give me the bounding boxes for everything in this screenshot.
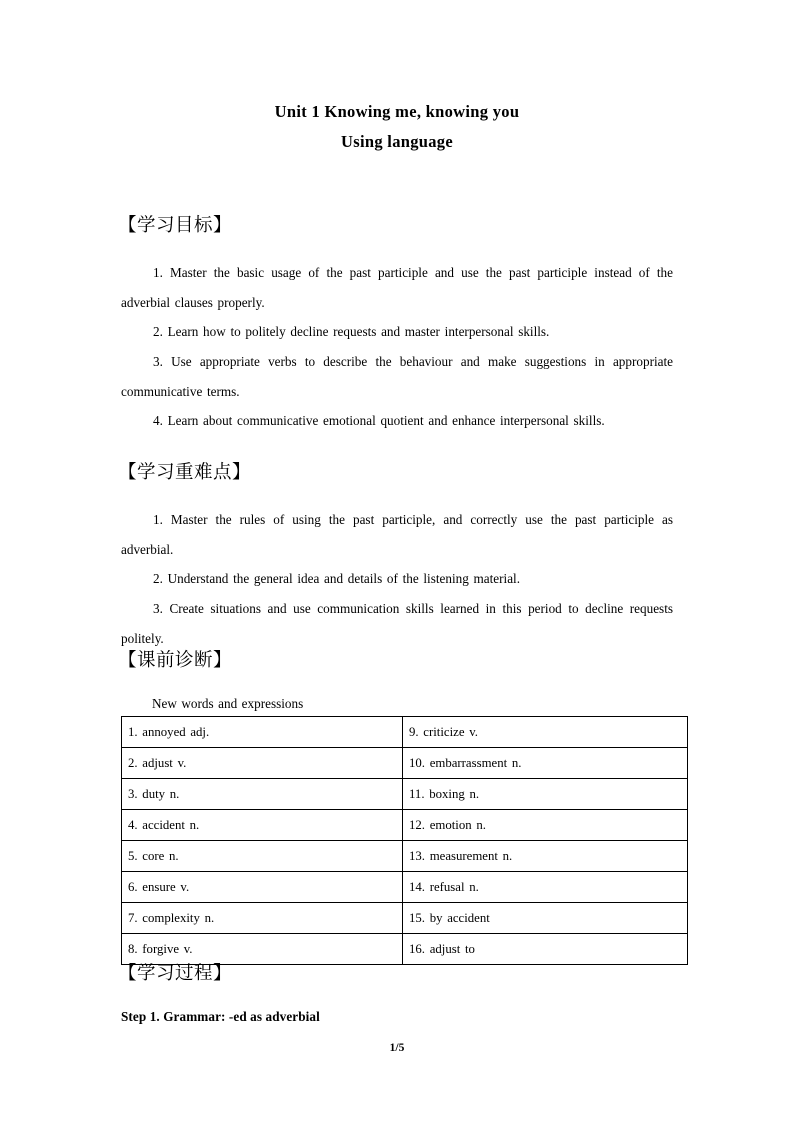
vocab-cell-right: 11. boxing n. (403, 779, 688, 810)
objectives-item-4: 4. Learn about communicative emotional quotient and enhance interpersonal skills. (153, 413, 605, 428)
vocab-cell-right: 12. emotion n. (403, 810, 688, 841)
document-title-line-1: Unit 1 Knowing me, knowing you (274, 102, 520, 121)
vocabulary-table (121, 716, 688, 965)
table-row (122, 841, 688, 872)
vocab-cell-right: 14. refusal n. (403, 872, 688, 903)
section-heading-key-difficult-points: 【学习重难点】 (118, 462, 252, 483)
table-row (122, 779, 688, 810)
vocab-cell-right: 10. embarrassment n. (403, 748, 688, 779)
vocab-cell-right: 13. measurement n. (403, 841, 688, 872)
vocab-cell-left: 5. core n. (122, 841, 403, 872)
vocabulary-table-caption: New words and expressions (152, 696, 304, 711)
vocab-cell-left: 6. ensure v. (122, 872, 403, 903)
vocab-cell-right: 9. criticize v. (403, 717, 688, 748)
vocab-cell-left: 3. duty n. (122, 779, 403, 810)
vocab-cell-right: 16. adjust to (403, 934, 688, 965)
key-points-item-3: 3. Create situations and use communication skills learned in this period to decline requests politely. (121, 601, 673, 646)
key-points-item-1: 1. Master the rules of using the past participle, and correctly use the past participle as adverbial. (121, 512, 673, 557)
vocab-cell-left: 8. forgive v. (122, 934, 403, 965)
vocab-cell-left: 1. annoyed adj. (122, 717, 403, 748)
objectives-item-1: 1. Master the basic usage of the past participle and use the past participle instead of the adverbial clauses properly. (121, 265, 673, 310)
vocab-cell-left: 4. accident n. (122, 810, 403, 841)
section-heading-pre-class-diagnosis: 【课前诊断】 (118, 650, 233, 671)
table-row (122, 748, 688, 779)
page-number-footer: 1/5 (389, 1042, 405, 1054)
section-heading-learning-objectives: 【学习目标】 (118, 215, 233, 236)
step-1-grammar-label: Step 1. Grammar: -ed as adverbial (121, 1009, 320, 1024)
document-title-line-2: Using language (341, 132, 453, 151)
table-row (122, 717, 688, 748)
vocab-cell-right: 15. by accident (403, 903, 688, 934)
vocab-cell-left: 7. complexity n. (122, 903, 403, 934)
vocab-cell-left: 2. adjust v. (122, 748, 403, 779)
table-row (122, 872, 688, 903)
table-row (122, 934, 688, 965)
objectives-item-3: 3. Use appropriate verbs to describe the behaviour and make suggestions in appropriate communicative terms. (121, 354, 673, 399)
section-heading-learning-process: 【学习过程】 (118, 963, 233, 984)
key-points-item-2: 2. Understand the general idea and details of the listening material. (153, 571, 521, 586)
table-row (122, 810, 688, 841)
objectives-item-2: 2. Learn how to politely decline requests and master interpersonal skills. (153, 324, 550, 339)
table-row (122, 903, 688, 934)
vocabulary-table-body (122, 717, 688, 965)
